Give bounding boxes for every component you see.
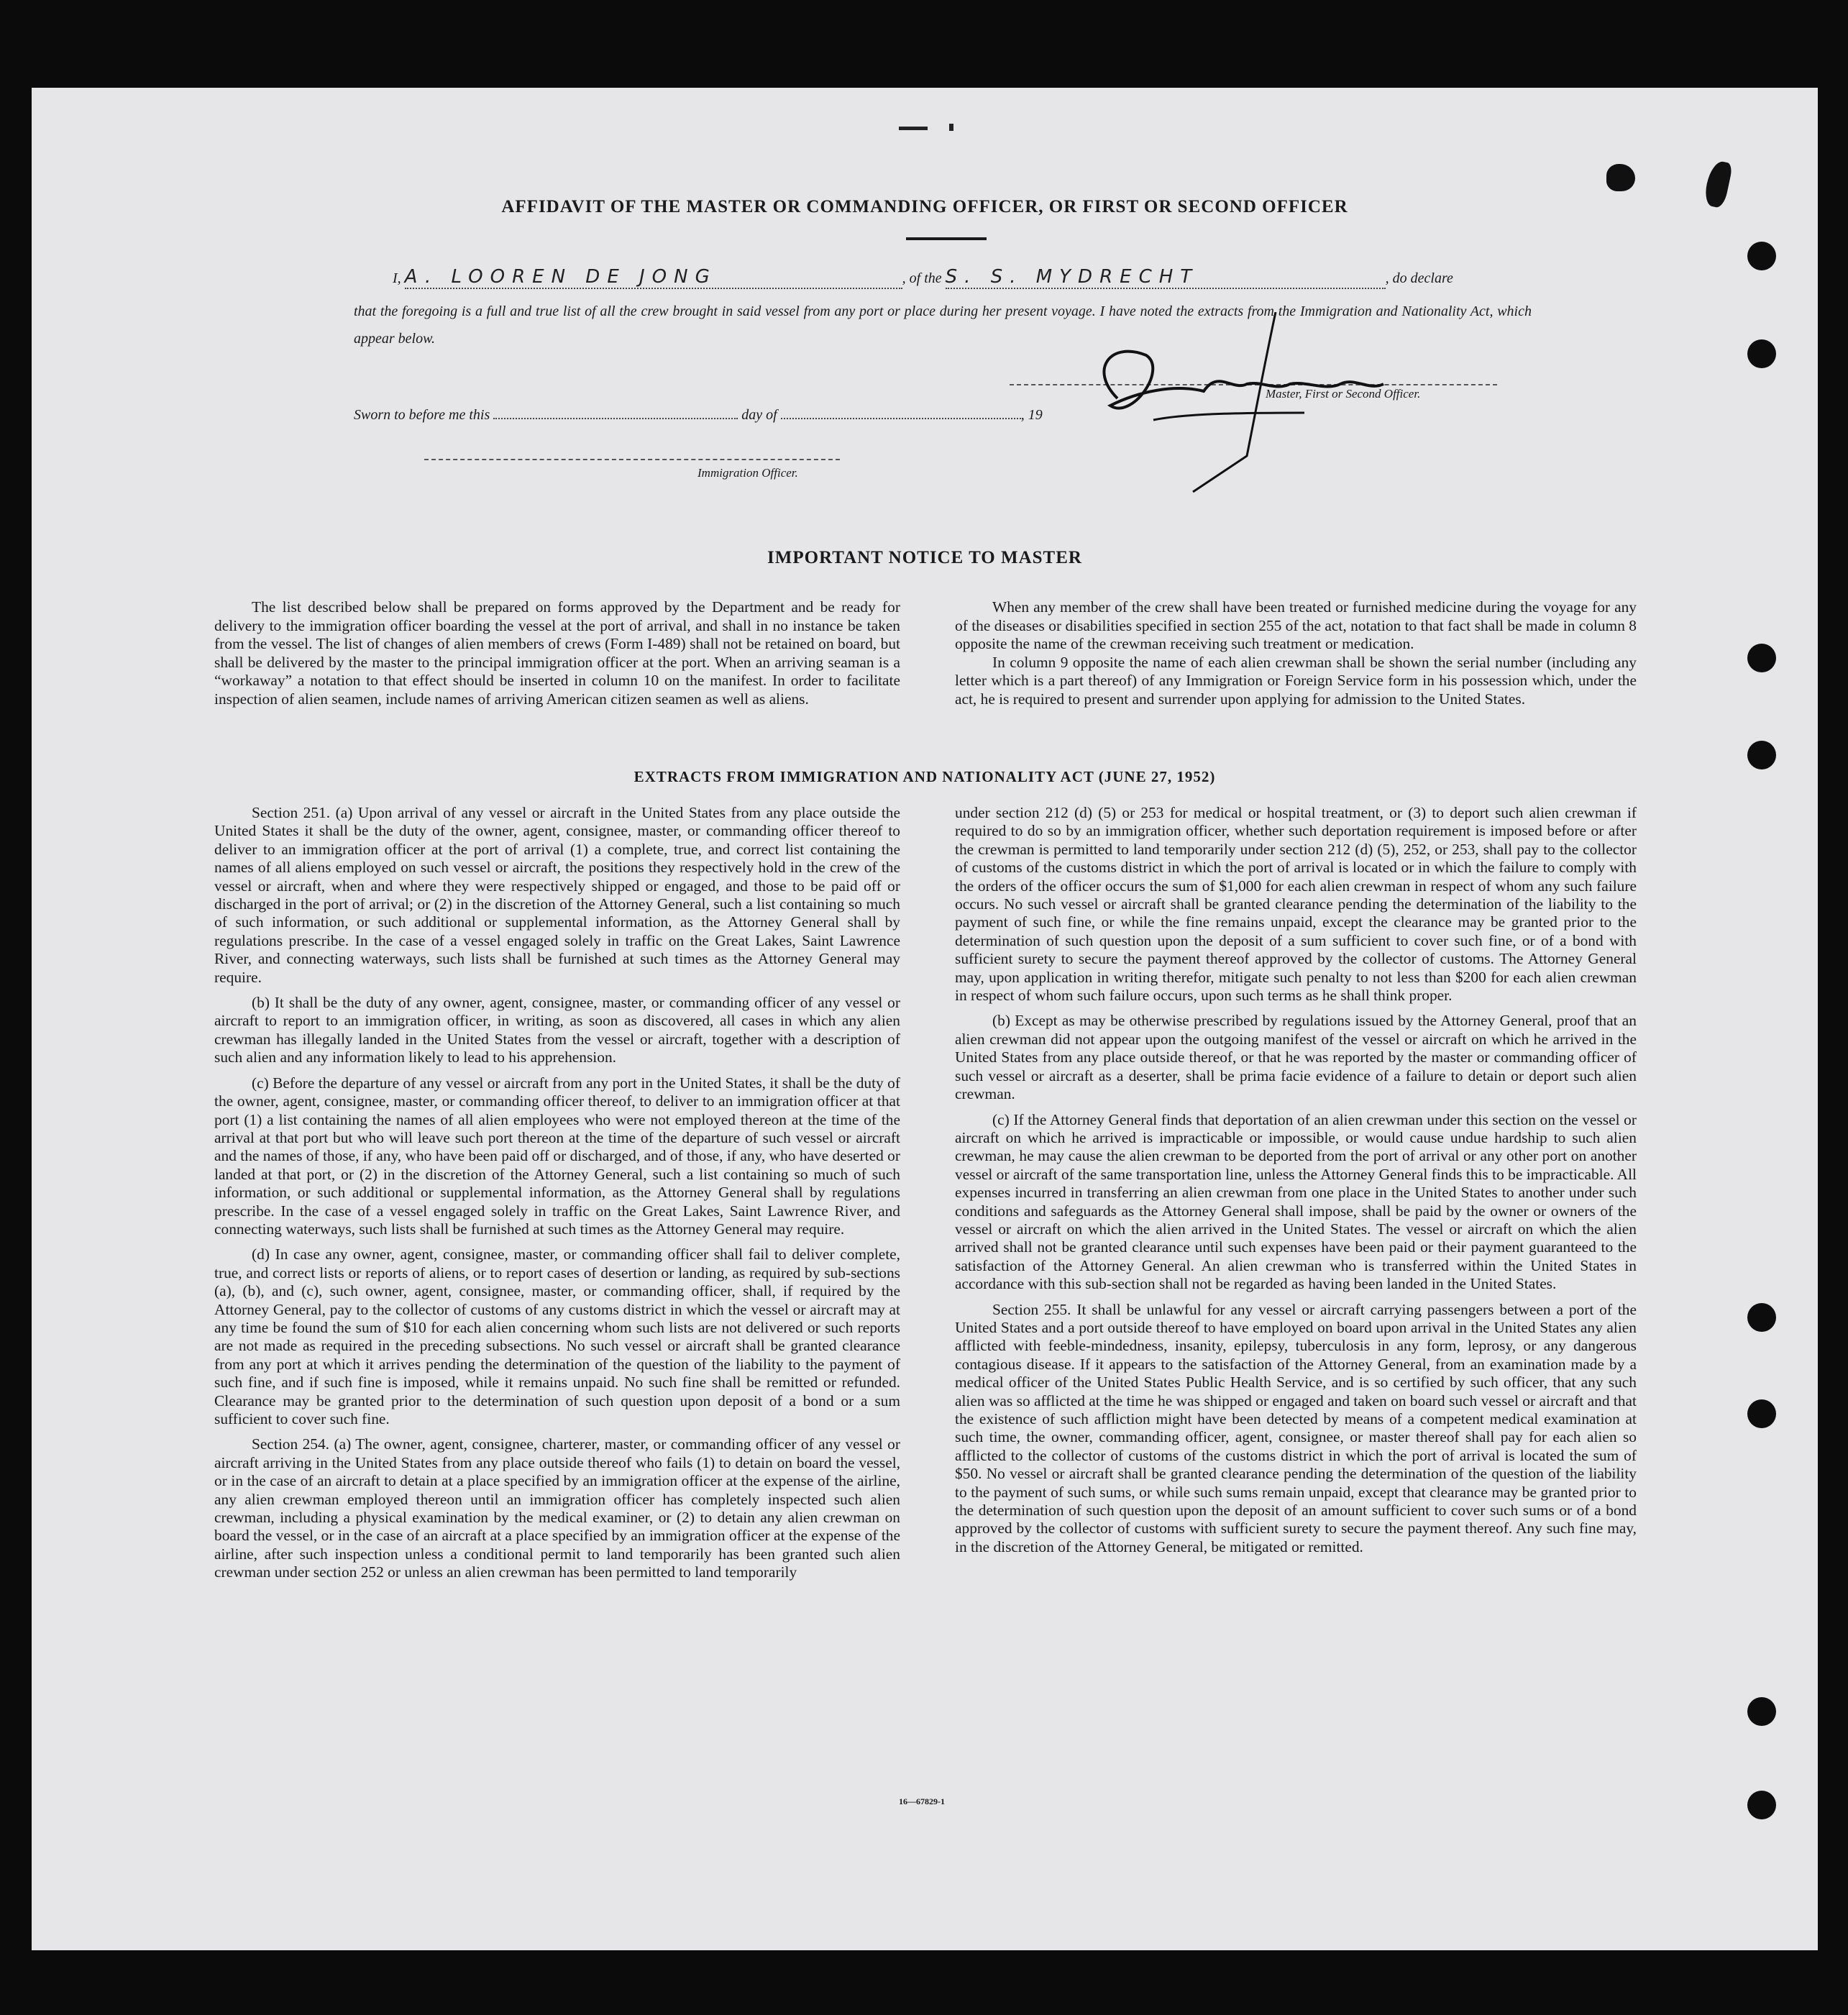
section-251d: (d) In case any owner, agent, consignee, master, or commanding officer shall fail to deliver complete, true, and correct lists or reports of aliens, or to report cases of desertion or landing, as required by sub-sections (a), (b), and (c), such owner, agent, consignee, master, or commanding officer, shall, if required by the Attorney General, pay to the collector of customs of any customs district in which the vessel or aircraft may at any time be found the sum of $10 for each alien concerning whom such lists are not delivered or such reports are not made as required in the preceding subsections. No such vessel or aircraft shall be granted clearance from any port at which it arrives pending the determination of the question of the liability to the payment of such fine, and if such fine is imposed, while it remains unpaid. No such fine shall be remitted or refunded. Clearance may be granted prior to the determination of such question upon deposit of a bond or a sum sufficient to cover such fine.	[214, 1246, 900, 1427]
section-254b: (b) Except as may be otherwise prescribed by regulations issued by the Attorney General, proof that an alien crewman did not appear upon the outgoing manifest of the vessel or aircraft on which he arrived in the United States from any place outside thereof, or that he was reported by the master or commanding officer of such vessel or aircraft as a deserter, shall be prima facie evidence of a failure to detain or deport such alien crewman.	[955, 1012, 1637, 1103]
declaration-lead: I,	[393, 270, 401, 286]
notice-right-paragraph-2: In column 9 opposite the name of each alien crewman shall be shown the serial number (including any letter which is a part thereof) of any Immigration or Foreign Service form in his possession which, under the act, he is required to present and surrender upon applying for admission to the United States.	[955, 653, 1637, 708]
notice-left-column	[214, 598, 900, 709]
sworn-label: Sworn to before me this	[354, 407, 490, 423]
day-of-label: day of	[741, 407, 777, 423]
form-number: 16—67829-1	[899, 1796, 945, 1806]
document-page	[32, 88, 1818, 1950]
section-254a-continued: under section 212 (d) (5) or 253 for medical or hospital treatment, or (3) to deport such alien crewman if required to do so by an immigration officer, whether such deportation requirement is imposed before or after the crewman is permitted to land temporarily under section 212 (d) (5), 252, or 253, shall pay to the collector of customs of the customs district in which the port of arrival is located or in which the failure to comply with the orders of the officer occurs the sum of $1,000 for each alien crewman in respect of whom any such failure occurs. No such vessel or aircraft shall be granted clearance pending the determination of the liability to the payment of such fine, or while the fine remains unpaid, except the clearance may be granted prior to the determination of such question upon the deposit of a sum sufficient to cover such fine, or of a bond with sufficient surety to secure the payment thereof approved by the collector of customs. The Attorney General may, upon application in writing therefor, mitigate such penalty to not less than $200 for each alien crewman in respect of whom such failure occurs, upon such terms as he shall think proper.	[955, 804, 1637, 1005]
signer-caption: Master, First or Second Officer.	[1266, 387, 1421, 401]
section-251a: Section 251. (a) Upon arrival of any vessel or aircraft in the United States from any place outside the United States it shall be the duty of the owner, agent, consignee, master, or commanding officer thereof to deliver to an immigration officer at the port of arrival (1) a complete, true, and correct list containing the names of all aliens employed on such vessel or aircraft, the positions they respectively hold in the crew of the vessel or aircraft, when and where they were respectively shipped or engaged, and those to be paid off or discharged in the port of arrival; or (2) in the discretion of the Attorney General, such a list containing so much of such information, or such additional or supplemental information, as the Attorney General shall by regulations prescribe. In the case of a vessel engaged solely in traffic on the Great Lakes, Saint Lawrence River, and connecting waterways, such lists shall be furnished at such times as the Attorney General may require.	[214, 804, 900, 986]
of-the-label: , of the	[902, 270, 942, 286]
punch-hole	[1747, 1791, 1776, 1819]
vessel-name: S. S. MYDRECHT	[945, 266, 1199, 288]
heading-rule	[906, 237, 987, 240]
affidavit-heading: AFFIDAVIT OF THE MASTER OR COMMANDING OFFICER, OR FIRST OR SECOND OFFICER	[501, 197, 1348, 216]
extracts-right-column	[955, 804, 1637, 1563]
notice-right-paragraph-1: When any member of the crew shall have been treated or furnished medicine during the voyage for any of the diseases or disabilities specified in section 255 of the act, notation to that fact shall be made in column 8 opposite the name of the crewman receiving such treatment or medication.	[955, 598, 1637, 653]
extracts-left-column	[214, 804, 900, 1589]
sworn-line	[354, 407, 1043, 424]
punch-hole	[1747, 339, 1776, 368]
section-251b: (b) It shall be the duty of any owner, agent, consignee, master, or commanding officer of any vessel or aircraft to report to an immigration officer, in writing, as soon as discovered, all cases in which any alien crewman has illegally landed in the United States from the vessel or aircraft, together with a description of such alien and any information likely to lead to his apprehension.	[214, 994, 900, 1066]
signature-graphic	[1067, 312, 1441, 528]
section-254a: Section 254. (a) The owner, agent, consignee, charterer, master, or commanding officer of any vessel or aircraft arriving in the United States from any place outside thereof who fails (1) to detain on board the vessel, or in the case of an aircraft to detain at a place specified by an immigration officer at the expense of the airline, any alien crewman employed thereon until an immigration officer has completely inspected such alien crewman, including a physical examination by the medical examiner, or (2) to detain any alien crewman on board the vessel, or in the case of an aircraft at a place specified by an immigration officer at the expense of the airline, after such inspection unless a conditional permit to land temporarily has been granted such alien crewman under section 252 or unless an alien crewman has been permitted to land temporarily	[214, 1435, 900, 1581]
declaration-statement: that the foregoing is a full and true list of all the crew brought in said vessel from any port or place during her present voyage. I have noted the extracts from the Immigration and Nationality Act, which appear below.	[354, 303, 1532, 347]
notice-left-paragraph: The list described below shall be prepared on forms approved by the Department and be ready for delivery to the immigration officer boarding the vessel at the port of arrival, and shall in no instance be taken from the vessel. The list of changes of alien members of crews (Form I-489) shall not be retained on board, but shall be delivered by the master to the principal immigration officer at the port. When an arriving seaman is a “workaway” a notation to that effect should be inserted in column 10 on the manifest. In order to facilitate inspection of alien seamen, include names of arriving American citizen seamen as well as aliens.	[214, 598, 900, 708]
notice-right-column	[955, 598, 1637, 709]
officer-signature-line	[424, 459, 840, 460]
year-label: , 19	[1020, 407, 1043, 423]
scan-mark	[899, 127, 928, 130]
officer-caption: Immigration Officer.	[697, 466, 798, 480]
punch-hole	[1747, 1697, 1776, 1726]
scan-mark	[949, 124, 953, 131]
extracts-heading: EXTRACTS FROM IMMIGRATION AND NATIONALITY ACT (JUNE 27, 1952)	[633, 768, 1216, 785]
declarant-name: A. LOOREN DE JONG	[404, 266, 717, 288]
notice-heading: IMPORTANT NOTICE TO MASTER	[767, 548, 1082, 567]
section-255: Section 255. It shall be unlawful for any vessel or aircraft carrying passengers between a port of the United States and a port outside thereof to have employed on board upon arrival in the United States any alien afflicted with feeble-mindedness, insanity, epilepsy, tuberculosis in any form, leprosy, or any dangerous contagious disease. If it appears to the satisfaction of the Attorney General, from an examination made by a medical officer of the United States Public Health Service, and is so certified by such officer, that any such alien was so afflicted at the time he was shipped or engaged and taken on board such vessel or aircraft and that the existence of such affliction might have been detected by means of a competent medical examination at such time, the owner, commanding officer, agent, consignee, or master thereof shall pay for each alien so afflicted to the collector of customs of the customs district in which the port of arrival is located the sum of $50. No vessel or aircraft shall be granted clearance pending the determination of the question of the liability to the payment of such sums, or while such sums remain unpaid, except that clearance may be granted prior to the determination of such question upon the deposit of an amount sufficient to cover such sums or of a bond approved by the collector of customs with sufficient surety to secure the payment thereof. Any such fine may, in the discretion of the Attorney General, be mitigated or remitted.	[955, 1300, 1637, 1555]
punch-hole	[1747, 644, 1776, 672]
section-254c: (c) If the Attorney General finds that deportation of an alien crewman under this section on the vessel or aircraft on which he arrived is impracticable or impossible, or would cause undue hardship to such alien crewman, he may cause the alien crewman to be deported from the port of arrival or any other port on another vessel or aircraft of the same transportation line, unless the Attorney General finds this to be impracticable. All expenses incurred in transferring an alien crewman from one place in the United States to another under such conditions and safeguards as the Attorney General shall impose, shall be paid by the owner or owners of the vessel or aircraft on which the alien arrived in the United States. The vessel or aircraft on which the alien arrived shall not be granted clearance until such expenses have been paid or their payment guaranteed to the satisfaction of the Attorney General. An alien crewman who is transferred within the United States in accordance with this sub-section shall not be regarded as having been landed in the United States.	[955, 1110, 1637, 1293]
punch-hole	[1747, 1399, 1776, 1428]
ink-blot	[1606, 164, 1635, 191]
declaration-line	[393, 266, 1534, 289]
section-251c: (c) Before the departure of any vessel or aircraft from any port in the United States, it shall be the duty of the owner, agent, consignee, master, or commanding officer thereof, to deliver to an immigration officer at that port (1) a list containing the names of all alien employees who were not employed thereon at the time of the arrival at that port but who will leave such port thereon at the time of the departure of such vessel or aircraft and the names of those, if any, who have been paid off or discharged, and of those, if any, who have deserted or landed at that port, or (2) in the discretion of the Attorney General, such a list containing so much of such information, or such additional or supplemental information, as the Attorney General shall by regulations prescribe. In the case of a vessel engaged solely in traffic on the Great Lakes, Saint Lawrence River, and connecting waterways, such lists shall be furnished at such times as the Attorney General may require.	[214, 1074, 900, 1238]
punch-hole	[1747, 242, 1776, 270]
do-declare-label: , do declare	[1385, 270, 1453, 286]
punch-hole	[1747, 1303, 1776, 1332]
punch-hole	[1747, 741, 1776, 769]
